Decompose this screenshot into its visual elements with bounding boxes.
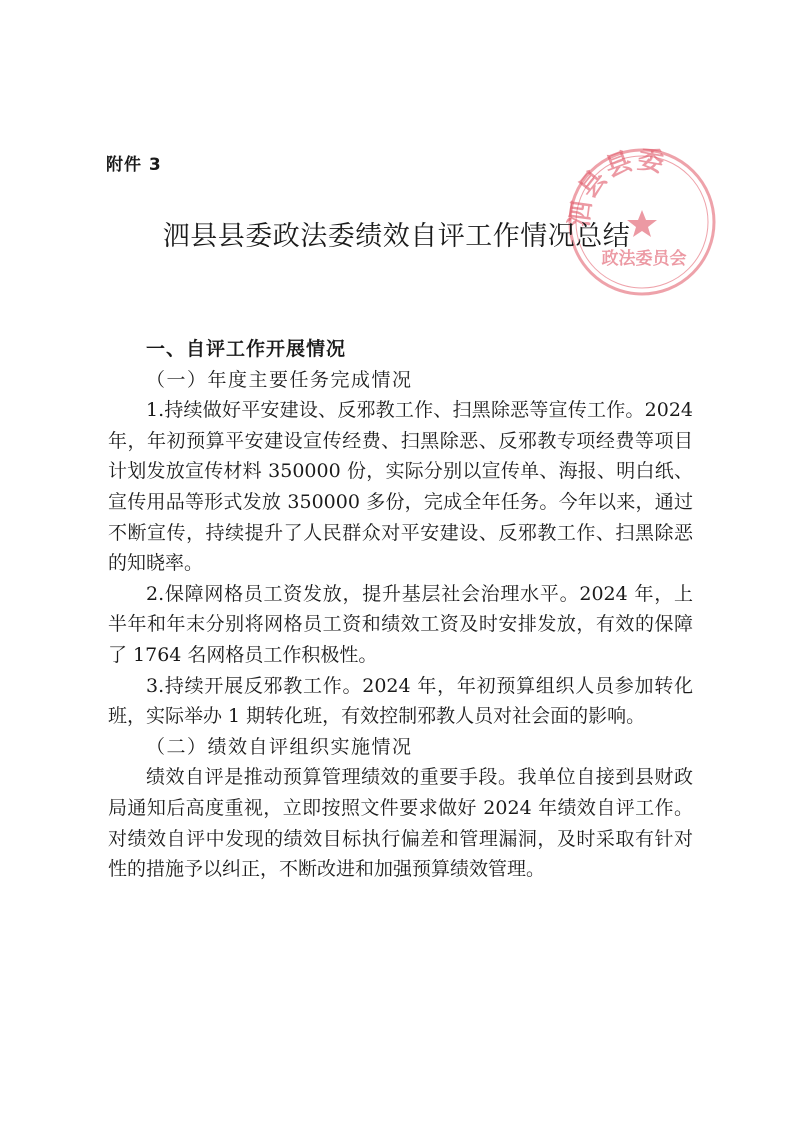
document-body [108, 334, 693, 885]
paragraph: 绩效自评是推动预算管理绩效的重要手段。我单位自接到县财政局通知后高度重视，立即按照文件要求做好 2024 年绩效自评工作。对绩效自评中发现的绩效目标执行偏差和管理漏洞，及时采取有针对性的措施予以纠正，不断改进和加强预算绩效管理。 [108, 766, 693, 881]
attachment-label: 附件 3 [106, 155, 162, 175]
paragraph: 2.保障网格员工资发放，提升基层社会治理水平。2024 年，上半年和年末分别将网格员工资和绩效工资及时安排发放，有效的保障了 1764 名网格员工作积极性。 [108, 582, 693, 666]
section-heading: 一、自评工作开展情况 [146, 338, 347, 360]
paragraph: 3.持续开展反邪教工作。2024 年，年初预算组织人员参加转化班，实际举办 1 期转化班，有效控制邪教人员对社会面的影响。 [108, 674, 693, 728]
subsection-heading: （一）年度主要任务完成情况 [146, 368, 413, 391]
subsection-heading: （二）绩效自评组织实施情况 [146, 735, 413, 758]
svg-text:政法委员会: 政法委员会 [601, 249, 687, 269]
document-title: 泗县县委政法委绩效自评工作情况总结 [162, 221, 631, 252]
svg-text:泗县县委: 泗县县委 [564, 144, 668, 229]
paragraph: 1.持续做好平安建设、反邪教工作、扫黑除恶等宣传工作。2024 年，年初预算平安建设宣传经费、扫黑除恶、反邪教专项经费等项目计划发放宣传材料 350000 份，实际分别以宣传单、海报、明白纸、宣传用品等形式发放 350000 多份，完成全年任务。今年以来，通过不断宣传，持续提升了人民群众对平安建设、反邪教工作、扫黑除恶的知晓率。 [108, 399, 693, 575]
